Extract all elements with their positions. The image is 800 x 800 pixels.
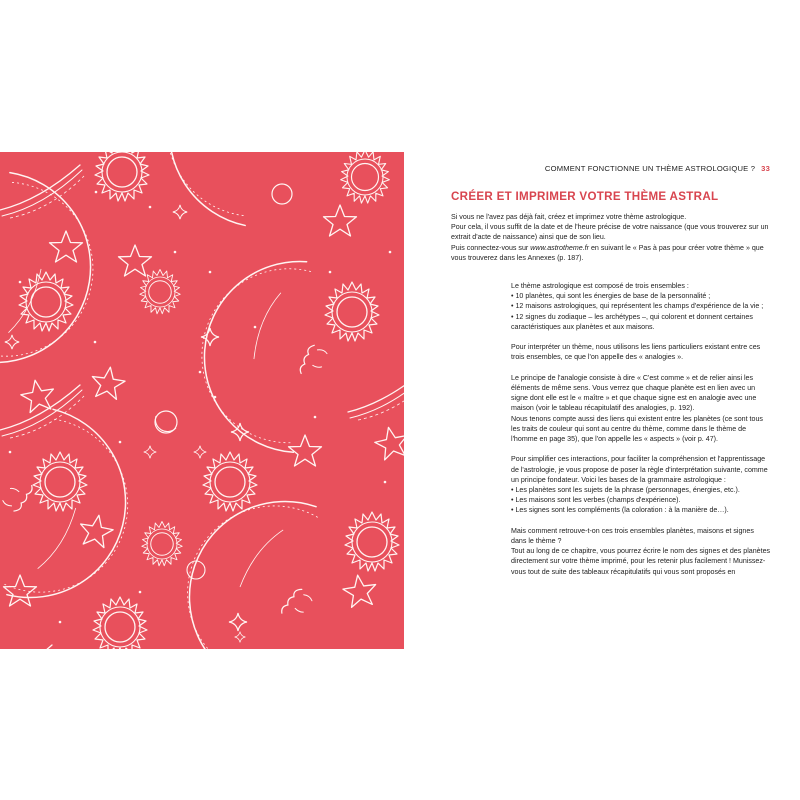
list-item: • 10 planètes, qui sont les énergies de base de la personnalité ;: [511, 292, 711, 301]
intro-line-3: [451, 243, 771, 263]
celestial-pattern-page: [0, 152, 404, 649]
list-item: • Les signes sont les compléments (la coloration : à la manière de…).: [511, 506, 729, 515]
analogy-paragraph: Le principe de l'analogie consiste à dire « C'est comme » et de relier ainsi les éléments de même sens. Vous verrez que chaque planète est en lien avec un signe dont elle est le « maître » et que chaque signe est en analogie avec une maison (voir le tableau récapitulatif des analogies, p. 192).: [511, 373, 757, 413]
intro-line-3-suffix: en suivant le « Pas à pas pour créer votre thème » que vous trouverez dans les Annexes (p. 187).: [451, 243, 764, 262]
intro-line-1: Si vous ne l'avez pas déjà fait, créez et imprimez votre thème astrologique.: [451, 213, 687, 221]
intro-line-2: Pour cela, il vous suffit de la date et de l'heure précise de votre naissance (que vous trouverez sur un extrait d'acte de naissance) ainsi que de son lieu.: [451, 223, 769, 242]
paragraph-gap: [511, 363, 771, 373]
astrotheme-link: www.astrotheme.fr: [530, 243, 590, 252]
list-item: • 12 signes du zodiaque – les archétypes –, qui colorent et donnent certaines caractéristiques aux planètes et aux maisons.: [511, 312, 753, 331]
running-head-title: COMMENT FONCTIONNE UN THÈME ASTROLOGIQUE ?: [544, 164, 756, 173]
page-number: 33: [761, 164, 770, 173]
paragraph-gap: [511, 516, 771, 526]
aspects-paragraph: Nous tenons compte aussi des liens qui existent entre les planètes (ce sont tous les traits de couleur qui sont au centre du thème, comme dans le thème de l'homme en page 35), que l'on appelle les « aspects » (voir p. 47).: [511, 414, 763, 444]
section-title: CRÉER ET IMPRIMER VOTRE THÈME ASTRAL: [451, 190, 719, 203]
composition-lead: Le thème astrologique est composé de trois ensembles :: [511, 282, 689, 290]
intro-paragraph: [451, 212, 771, 263]
list-item: • Les maisons sont les verbes (champs d'expérience).: [511, 496, 681, 505]
paragraph-gap: [511, 444, 771, 454]
list-item: • Les planètes sont les sujets de la phrase (personnages, énergies, etc.).: [511, 486, 740, 495]
intro-line-3-prefix: Puis connectez-vous sur: [451, 243, 531, 252]
closing-paragraph: Tout au long de ce chapitre, vous pourrez écrire le nom des signes et des planètes directement sur votre thème imprimé, pour les retenir plus facilement ! Munissez-vous tout de suite des tableaux récapitulatifs qui vous sont proposés en: [511, 547, 771, 576]
grammar-lead: Pour simplifier ces interactions, pour faciliter la compréhension et l'apprentissage de l'astrologie, je vous propose de poser la règle d'interprétation suivante, comme un principe fondateur. Voici les bases de la grammaire astrologique :: [511, 455, 768, 484]
running-head: [424, 164, 770, 173]
list-item: • 12 maisons astrologiques, qui représentent les champs d'expérience de la vie ;: [511, 302, 764, 311]
celestial-pattern-illustration: [0, 152, 404, 649]
question-paragraph: Mais comment retrouve-t-on ces trois ensembles planètes, maisons et signes dans le thème ?: [511, 526, 754, 546]
interpretation-paragraph: Pour interpréter un thème, nous utilisons les liens particuliers existant entre ces trois ensembles, ce que l'on appelle des « analogies ».: [511, 343, 761, 362]
body-text-column: [511, 281, 771, 577]
paragraph-gap: [511, 332, 771, 342]
